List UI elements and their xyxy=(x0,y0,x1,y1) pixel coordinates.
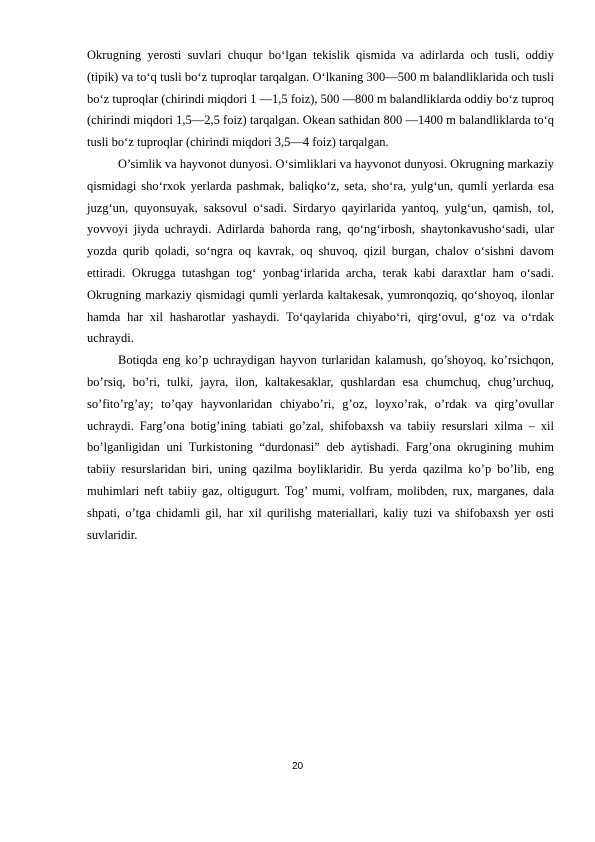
paragraph-flora-fauna: O’simlik va hayvonot dunyosi. O‘simliklari va hayvonot dunyosi. Okrugning markaziy qismidagi sho‘rxok yerlarda pashmak, baliqko‘z, seta, sho‘ra, yulg‘un, qumli yerlarda esa juzg‘un, quyonsuyak, saksovul o‘sadi. Sirdaryo qayirlarida yantoq, yulg‘un, qamish, tol, yovvoyi jiyda uchraydi. Adirlarda bahorda rang, qo‘ng‘irbosh, shaytonkavusho‘sadi, ular yozda qurib qoladi, so‘ngra oq kavrak, oq shuvoq, qizil burgan, chalov o‘sishni davom ettiradi. Okrugga tutashgan tog‘ yonbag‘irlarida archa, terak kabi daraxtlar ham o‘sadi. Okrugning markaziy qismidagi qumli yerlarda kaltakesak, yumronqoziq, qo‘shoyoq, ilonlar hamda har xil hasharotlar yashaydi. To‘qaylarida chiyabo‘ri, qirg‘ovul, g‘oz va o‘rdak uchraydi. xyxy=(87,156,554,346)
paragraph-animals-resources: Botiqda eng ko’p uchraydigan hayvon turlaridan kalamush, qo’shoyoq, ko’rsichqon, bo’rsiq, bo’ri, tulki, jayra, ilon, kaltakesaklar, qushlardan esa chumchuq, chug’urchuq, so’fito’rg’ay; to’qay hayvonlaridan chiyabo’ri, g’oz, loyxo’rak, o’rdak va qirg’ovullar uchraydi. Farg’ona botig’ining tabiati go’zal, shifobaxsh va tabiiy resurslari xilma – xil bo’lganligidan uni Turkistoning “durdonasi” deb aytishadi. Farg’ona okrugining muhim tabiiy resurslaridan biri, uning qazilma boyliklaridir. Bu yerda qazilma ko’p bo’lib, eng muhimlari neft tabiiy gaz, oltigugurt. Tog’ mumi, volfram, molibden, rux, marganes, dala shpati, o’tga chidamli gil, har xil qurilishg materiallari, kaliy tuzi va shifobaxsh yer osti suvlaridir. xyxy=(87,353,554,542)
page-content xyxy=(87,45,554,546)
page-number: 20 xyxy=(291,761,304,772)
paragraph-soils: Okrugning yerosti suvlari chuqur bo‘lgan tekislik qismida va adirlarda och tusli, oddiy (tipik) va to‘q tusli bo‘z tuproqlar tarqalgan. O‘lkaning 300—500 m balandliklarida och tusli bo‘z tuproqlar (chirindi miqdori 1 —1,5 foiz), 500 —800 m balandliklarda oddiy bo‘z tuproq (chirindi miqdori 1,5—2,5 foiz) tarqalgan. Okean sathidan 800 —1400 m balandliklarda to‘q tusli bo‘z tuproqlar (chirindi miqdori 3,5—4 foiz) tarqalgan. xyxy=(87,48,554,150)
